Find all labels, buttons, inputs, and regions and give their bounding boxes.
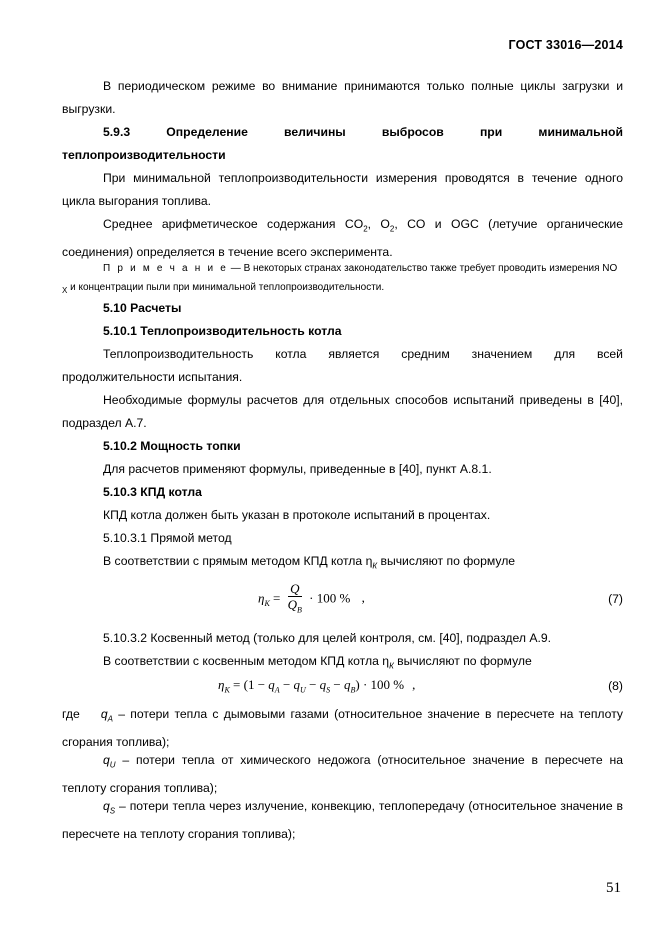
- formula-8: $\eta_K = (1 - q_A - q_U - q_S - q_B) \cdot 100$ % ,: [218, 677, 416, 695]
- note-label: П р и м е ч а н и е: [103, 263, 229, 274]
- section-5-10-1-heading: 5.10.1 Теплопроизводительность котла: [103, 324, 342, 338]
- section-5-10-3-2-heading: 5.10.3.2 Косвенный метод (только для целей контроля, см. [40], подраздел А.9.: [103, 631, 552, 645]
- heading-word: при: [479, 125, 503, 139]
- heading-word: величины: [284, 125, 346, 139]
- heading-line2: теплопроизводительности: [62, 147, 226, 162]
- where-qa: где $q_A$ – потери тепла с дымовыми газами (относительное значение в пересчете на теплоту сгорания топлива);: [62, 707, 624, 749]
- section-5-10-2-heading: 5.10.2 Мощность топки: [103, 439, 241, 453]
- paragraph-direct-method: В соответствии с прямым методом КПД котла $\eta_К$ вычисляют по формуле: [103, 554, 516, 571]
- paragraph-min-output: При минимальной теплопроизводительности измерения проводятся в течение одного цикла выгорания топлива.: [62, 171, 623, 208]
- note-block: П р и м е ч а н и е — В некоторых странах законодательство также требует проводить измерения NO $_X$ и концентрации пыли при минимальной теплопроизводительности.: [62, 263, 618, 295]
- formula-7: $\eta_K$ = $\frac{Q}{Q_B}$ · 100 % ,: [258, 581, 365, 618]
- paragraph-efficiency-percent: КПД котла должен быть указан в протоколе испытаний в процентах.: [103, 508, 491, 522]
- section-5-10-heading: 5.10 Расчеты: [103, 301, 182, 315]
- paragraph-periodic-mode: В периодическом режиме во внимание принимаются только полные циклы загрузки и выгрузки.: [62, 79, 623, 116]
- paragraph-calc-formulas: Для расчетов применяют формулы, приведенные в [40], пункт А.8.1.: [103, 462, 492, 476]
- where-qs: $q_S$ – потери тепла через излучение, конвекцию, теплопередачу (относительное значение в пересчете на теплоту сгорания топлива);: [62, 799, 623, 841]
- section-5-10-3-heading: 5.10.3 КПД котла: [103, 485, 202, 499]
- heading-word: выбросов: [381, 125, 444, 139]
- heading-word: минимальной: [538, 125, 623, 139]
- where-qu: $q_U$ – потери тепла от химического недожога (относительное значение в пересчете на теплоту сгорания топлива);: [62, 753, 623, 795]
- paragraph-indirect-method: В соответствии с косвенным методом КПД котла $\eta_К$ вычисляют по формуле: [103, 654, 532, 671]
- equation-number-7: (7): [608, 592, 623, 606]
- section-5-10-3-1-heading: 5.10.3.1 Прямой метод: [103, 531, 232, 545]
- section-5-9-3-heading: [62, 121, 623, 166]
- fraction: $\frac{Q}{Q_B}$: [287, 581, 302, 615]
- paragraph-formulas-reference: Необходимые формулы расчетов для отдельных способов испытаний приведены в [40], подраздел А.7.: [62, 393, 623, 430]
- paragraph-average-content: Среднее арифметическое содержания $CO_2$, $O_2$, CO и OGC (летучие органические соединения) определяется в течение всего эксперимента.: [62, 217, 623, 259]
- heading-word: Определение: [166, 125, 248, 139]
- paragraph-boiler-output: Теплопроизводительность котла является средним значением для всей продолжительности испытания.: [62, 347, 623, 384]
- heading-number: 5.9.3: [103, 125, 131, 139]
- equation-number-8: (8): [608, 679, 623, 693]
- standard-header: ГОСТ 33016—2014: [508, 38, 623, 52]
- page-number: 51: [606, 880, 621, 896]
